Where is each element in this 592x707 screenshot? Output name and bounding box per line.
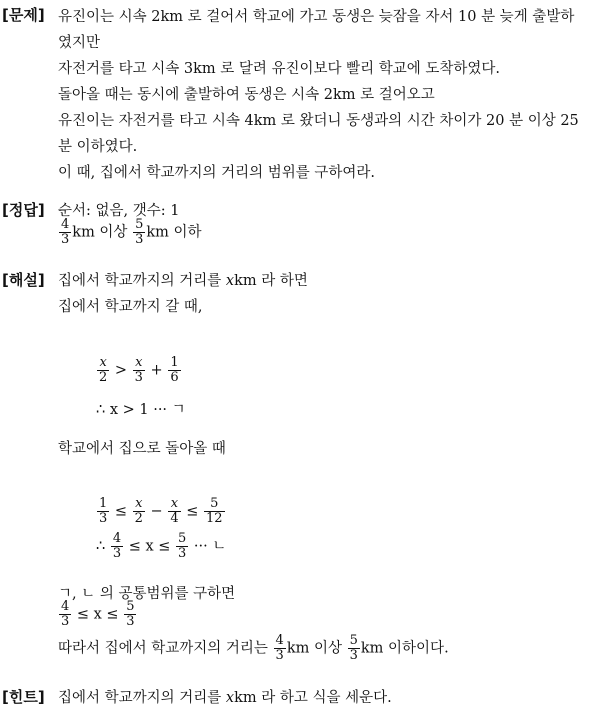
- equation: ∴ x > 1 ··· ㄱ: [96, 402, 186, 418]
- solution-line: ㄱ, ㄴ 의 공통범위를 구하면: [58, 586, 236, 602]
- fraction: $\frac{5}{3}$: [135, 217, 144, 247]
- solution-line: 집에서 학교까지 갈 때,: [58, 299, 203, 315]
- answer-range: $\frac{4}{3}$ km 이상 $\frac{5}{3}$ km 이하: [61, 217, 202, 247]
- answer-label: [정답]: [2, 201, 45, 219]
- fraction: $\frac{4}{3}$: [61, 217, 70, 247]
- answer-line: 순서: 없음, 갯수: 1: [58, 203, 180, 219]
- problem-line: 유진이는 자전거를 타고 시속 4km 로 왔더니 동생과의 시간 차이가 20 분 이상 25: [58, 113, 579, 129]
- equation: $\frac{1}{3}$ ≤ $\frac{x}{2}$ − $\frac{x}{4}$ ≤ $\frac{5}{12}$: [99, 496, 223, 526]
- problem-label: [문제]: [2, 6, 45, 24]
- problem-line: 유진이는 시속 2km 로 걸어서 학교에 가고 동생은 늦잠을 자서 10 분 늦게 출발하: [58, 9, 575, 25]
- equation: $\frac{4}{3}$ ≤ x ≤ $\frac{5}{3}$: [61, 599, 135, 629]
- equation: $\frac{x}{2}$ > $\frac{x}{3}$ + $\frac{1}{6}$: [99, 355, 179, 385]
- problem-line: 분 이하였다.: [58, 139, 138, 155]
- solution-label: [해설]: [2, 271, 45, 289]
- solution-line: 학교에서 집으로 돌아올 때: [58, 441, 226, 457]
- problem-line: 자전거를 타고 시속 3km 로 달려 유진이보다 빨리 학교에 도착하였다.: [58, 61, 501, 77]
- solution-conclusion: 따라서 집에서 학교까지의 거리는 $\frac{4}{3}$ km 이상 $\frac{5}{3}$ km 이하이다.: [58, 633, 449, 663]
- hint-line: 집에서 학교까지의 거리를 xkm 라 하고 식을 세운다.: [58, 690, 392, 706]
- problem-line: 돌아올 때는 동시에 출발하여 동생은 시속 2km 로 걸어오고: [58, 87, 435, 103]
- hint-label: [힌트]: [2, 688, 45, 706]
- equation: ∴ $\frac{4}{3}$ ≤ x ≤ $\frac{5}{3}$ ··· ㄴ: [96, 531, 227, 561]
- problem-line: 이 때, 집에서 학교까지의 거리의 범위를 구하여라.: [58, 165, 376, 181]
- problem-line: 였지만: [58, 35, 101, 51]
- solution-line: 집에서 학교까지의 거리를 xkm 라 하면: [58, 273, 308, 289]
